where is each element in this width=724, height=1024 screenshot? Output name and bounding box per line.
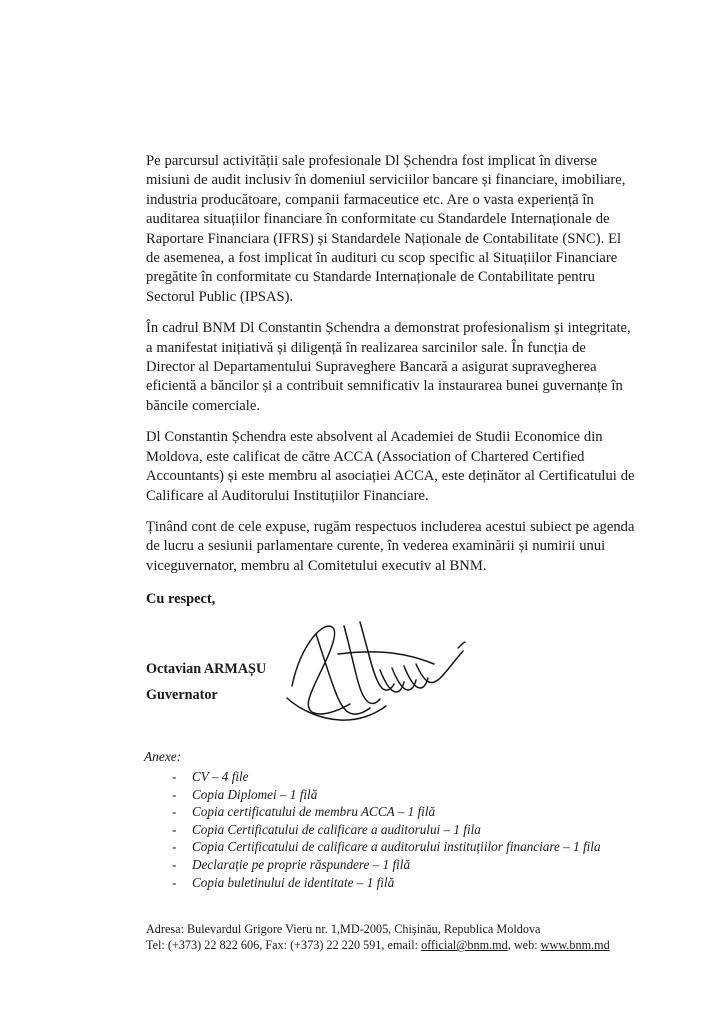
list-item: [144, 838, 634, 856]
bullet-dash: -: [172, 769, 177, 784]
list-item: [144, 874, 634, 892]
bullet-dash: -: [172, 821, 177, 837]
signer-role: Guvernator: [146, 687, 218, 703]
footer-contact: [146, 937, 646, 953]
list-item: [144, 803, 634, 821]
signer-name: Octavian ARMAȘU: [146, 661, 267, 677]
paragraph-4: Ținând cont de cele expuse, rugăm respectuos includerea acestui subiect pe agenda de lucru a sesiunii parlamentare curente, în vederea examinării și numirii unui viceguvernator, membru al Comitetului executiv al BNM.: [146, 518, 635, 574]
annex-item-label: Copia Certificatului de calificare a auditorului instituțiilor financiare – 1 fila: [192, 839, 601, 855]
paragraph-2: În cadrul BNM Dl Constantin Șchendra a demonstrat profesionalism și integritate, a manifestat inițiativă și diligență în realizarea sarcinilor sale. În funcția de Director al Departamentului Supraveghere Bancară a asigurat supravegherea eficientă a băncilor și a contribuit semnificativ la instaurarea bunei guvernanțe în băncile comerciale.: [146, 320, 631, 414]
bullet-dash: -: [172, 856, 177, 872]
paragraph-3: Dl Constantin Șchendra este absolvent al Academiei de Studii Economice din Moldova, este calificat de către ACCA (Association of Chartered Certified Accountants) și este membru al asociației ACCA, este deținător al Certificatului de Calificare al Auditorului Instituțiilor Financiare.: [146, 429, 635, 504]
email-link[interactable]: official@bnm.md: [421, 938, 508, 953]
list-item: [144, 856, 634, 874]
website-link[interactable]: www.bnm.md: [540, 938, 610, 953]
annex-item-label: Declarație pe proprie răspundere – 1 filă: [192, 856, 411, 872]
list-item: [144, 821, 634, 839]
annexes-section: [144, 748, 634, 891]
annex-item-label: CV – 4 file: [192, 769, 249, 784]
footer-web-prefix: , web:: [507, 938, 541, 953]
annex-item-label: Copia Diplomei – 1 filă: [192, 786, 318, 802]
footer-contact-text: Tel: (+373) 22 822 606, Fax: (+373) 22 220 591, email:: [146, 938, 422, 953]
letter-body: [146, 152, 638, 576]
bullet-dash: -: [172, 839, 177, 855]
annex-item-label: Copia buletinului de identitate – 1 filă: [192, 874, 395, 890]
footer-address: Adresa: Bulevardul Grigore Vieru nr. 1,MD-2005, Chișinău, Republica Moldova: [146, 922, 541, 936]
list-item: [144, 768, 634, 786]
closing-salutation: Cu respect,: [146, 591, 216, 607]
signature-icon: [282, 618, 472, 723]
annexes-list: [144, 768, 634, 891]
page-footer: [146, 921, 646, 953]
annexes-title: Anexe:: [144, 749, 182, 764]
annex-item-label: Copia Certificatului de calificare a auditorului – 1 fila: [192, 821, 481, 837]
list-item: [144, 786, 634, 804]
paragraph-1: Pe parcursul activității sale profesionale Dl Șchendra fost implicat în diverse misiuni de audit inclusiv în domeniul serviciilor bancare și financiare, imobiliare, industria producătoare, companii farmaceutice etc. Are o vasta experiență în auditarea situațiilor financiare în conformitate cu Standardele Internaționale de Raportare Financiara (IFRS) și Standardele Naționale de Contabilitate (SNC). El de asemenea, a fost implicat în audituri cu scop specific al Situațiilor Financiare pregătite în conformitate cu Standarde Internaționale de Contabilitate pentru Sectorul Public (IPSAS).: [146, 153, 626, 305]
annex-item-label: Copia certificatului de membru ACCA – 1 filă: [192, 804, 436, 820]
bullet-dash: -: [172, 874, 177, 890]
bullet-dash: -: [172, 786, 177, 802]
bullet-dash: -: [172, 804, 177, 820]
